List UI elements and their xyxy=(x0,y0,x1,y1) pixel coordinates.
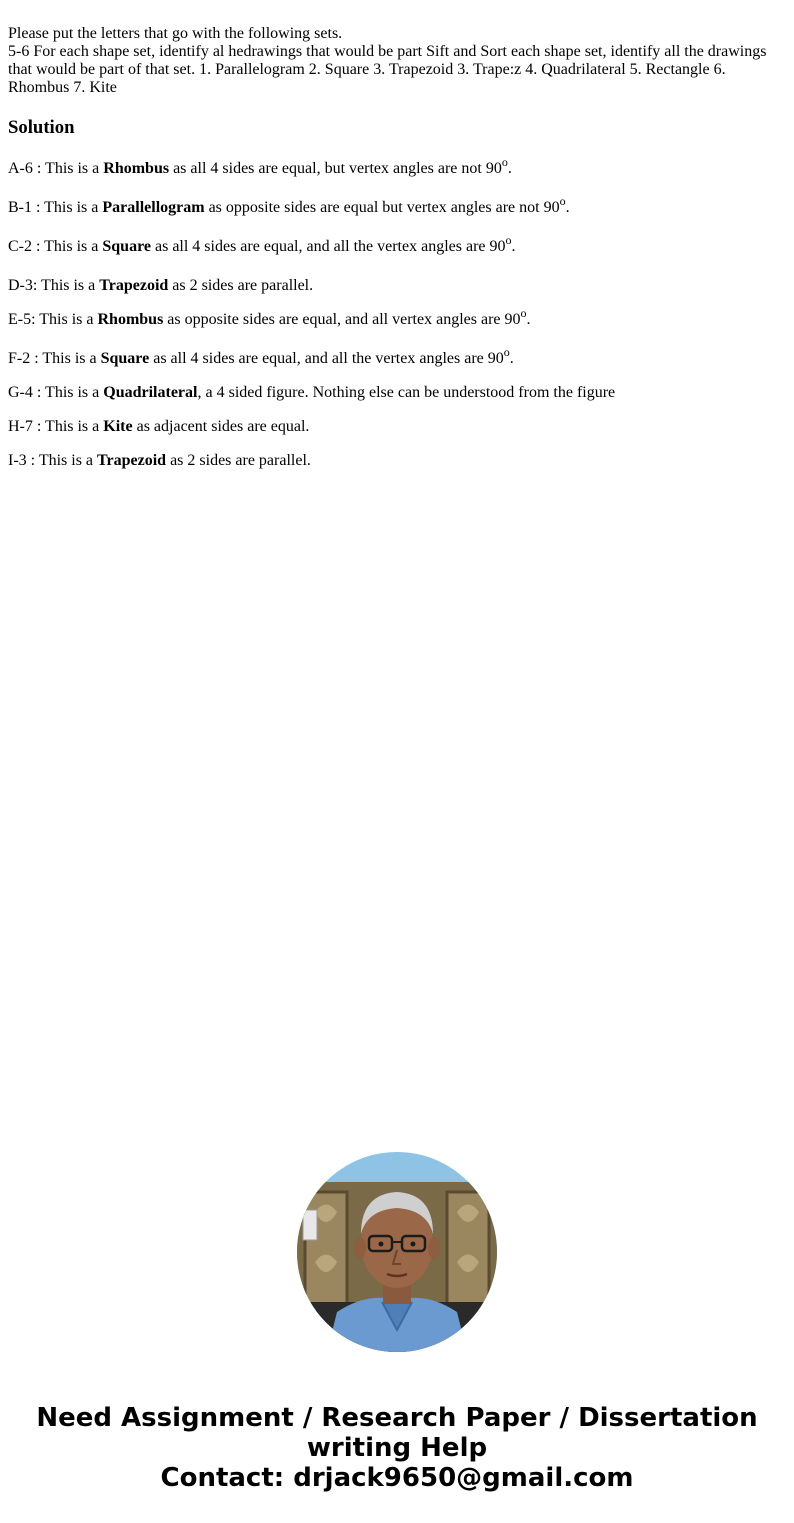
answer-item: C-2 : This is a Square as all 4 sides are equal, and all the vertex angles are 90$^o$. xyxy=(8,232,516,255)
promo-block xyxy=(0,1152,794,1493)
answer-item: G-4 : This is a Quadrilateral, a 4 sided figure. Nothing else can be understood from the figure xyxy=(8,384,616,401)
answer-item: B-1 : This is a Parallellogram as opposite sides are equal but vertex angles are not 90$^o$. xyxy=(8,193,570,216)
question-line-1: Please put the letters that go with the following sets. xyxy=(8,25,343,42)
question-line-2: 5-6 For each shape set, identify al hedrawings that would be part Sift and Sort each shape set, identify all the drawings that would be part of that set. 1. Parallelogram 2. Square 3. Trapezoid 3. Trape:z 4. Quadrilateral 5. Rectangle 6. Rhombus 7. Kite xyxy=(8,43,767,96)
question-text xyxy=(8,25,784,97)
answer-item: H-7 : This is a Kite as adjacent sides are equal. xyxy=(8,418,310,435)
solution-heading: Solution xyxy=(8,117,75,138)
promo-line-3: Contact: drjack9650@gmail.com xyxy=(160,1463,634,1493)
answer-item: D-3: This is a Trapezoid as 2 sides are parallel. xyxy=(8,277,314,294)
profile-photo-icon xyxy=(297,1152,497,1352)
answer-item: A-6 : This is a Rhombus as all 4 sides are equal, but vertex angles are not 90$^o$. xyxy=(8,154,512,177)
promo-line-2: writing Help xyxy=(306,1433,488,1463)
answer-list xyxy=(8,154,784,486)
answer-item: E-5: This is a Rhombus as opposite sides are equal, and all vertex angles are 90$^o$. xyxy=(8,305,531,328)
answer-item: I-3 : This is a Trapezoid as 2 sides are parallel. xyxy=(8,452,311,469)
answer-item: F-2 : This is a Square as all 4 sides are equal, and all the vertex angles are 90$^o$. xyxy=(8,344,514,367)
promo-line-1: Need Assignment / Research Paper / Dissertation xyxy=(36,1403,758,1433)
promo-contact-text xyxy=(0,1403,794,1493)
